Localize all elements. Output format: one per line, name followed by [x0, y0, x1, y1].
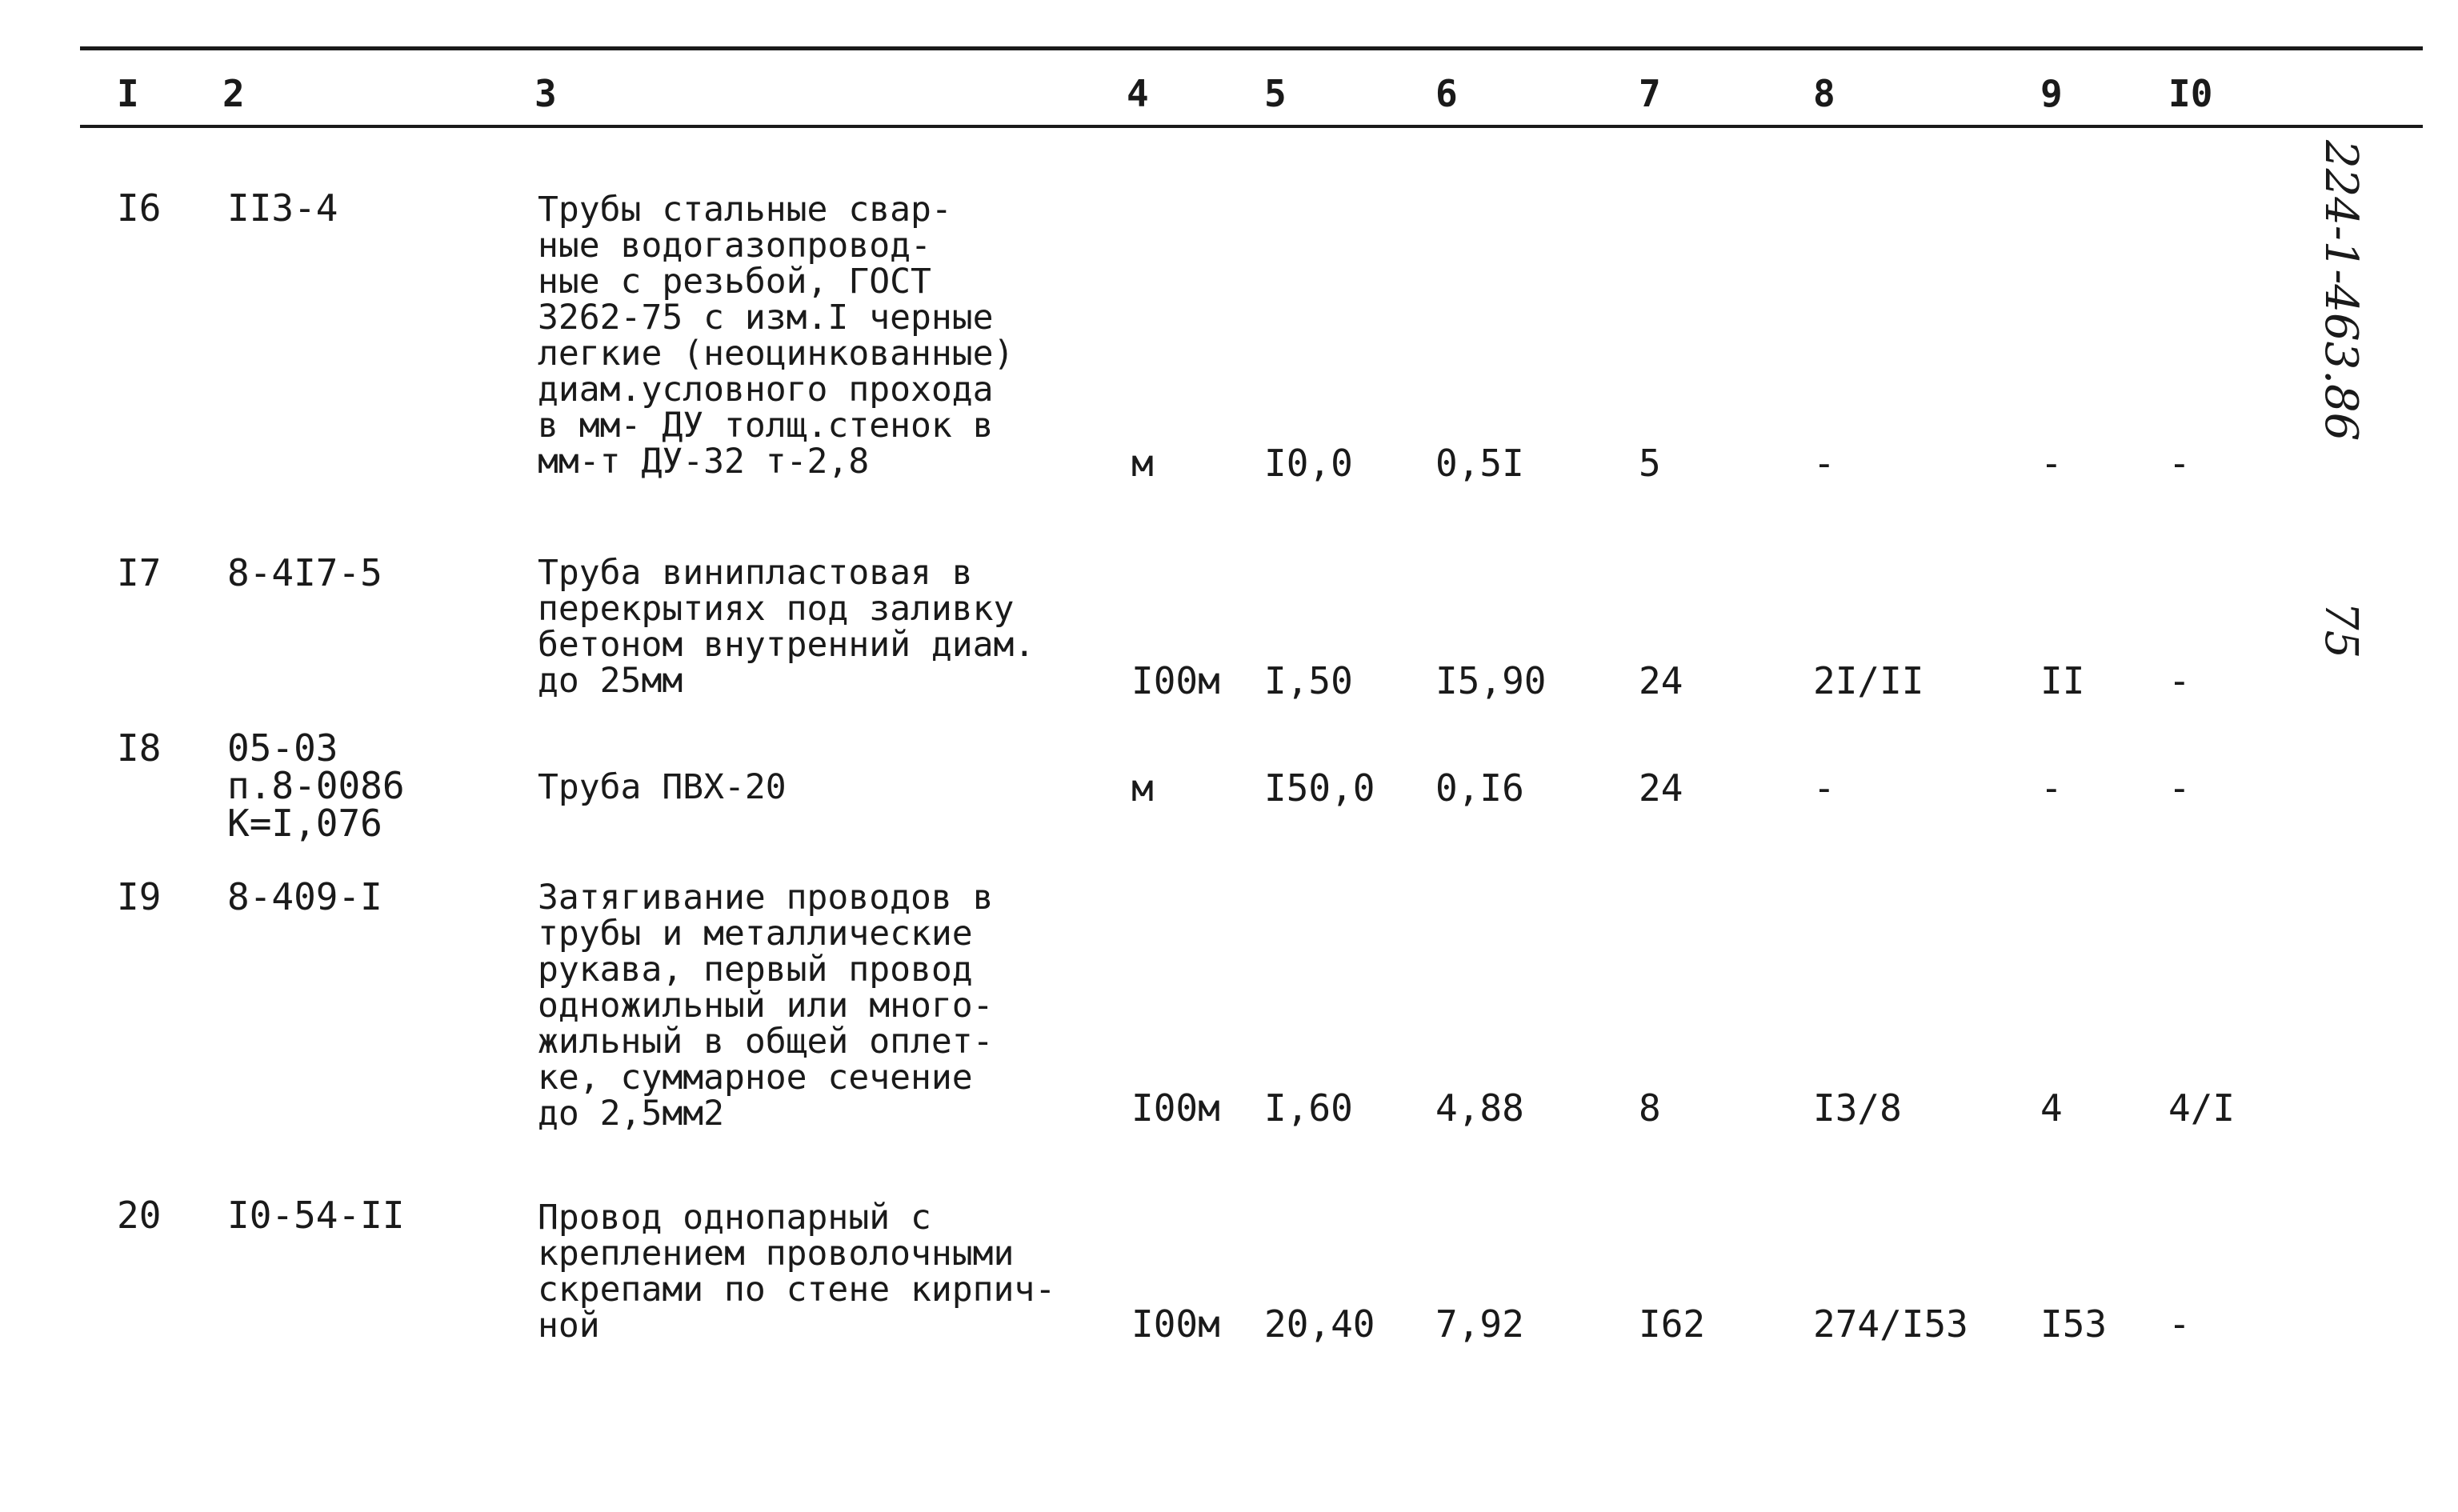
- cell-col-10: -: [2168, 1302, 2191, 1346]
- side-page-number: 75: [2315, 602, 2367, 659]
- cell-row-number: I9: [117, 875, 162, 918]
- header-col-6: 6: [1435, 72, 1458, 115]
- cell-col-10: -: [2168, 659, 2191, 702]
- cell-col-7: 24: [1639, 659, 1683, 702]
- cell-col-5: I0,0: [1264, 442, 1353, 485]
- cell-col-8: I3/8: [1813, 1086, 1902, 1130]
- header-col-7: 7: [1639, 72, 1661, 115]
- header-col-3: 3: [534, 72, 557, 115]
- cell-col-8: 274/I53: [1813, 1302, 1968, 1346]
- header-col-10: I0: [2168, 72, 2213, 115]
- cell-col-9: II: [2040, 659, 2085, 702]
- cell-unit: м: [1131, 766, 1154, 810]
- cell-col-7: 5: [1639, 442, 1661, 485]
- side-doc-number: 224-1-463.86: [2315, 140, 2367, 442]
- cell-row-number: I8: [117, 726, 162, 770]
- cell-col-7: 24: [1639, 766, 1683, 810]
- cell-code: 05-03 п.8-0086 К=I,076: [227, 726, 405, 845]
- cell-description: Провод однопарный с креплением проволочными скрепами по стене кирпич- ной: [538, 1198, 1056, 1346]
- cell-col-6: 4,88: [1435, 1086, 1524, 1130]
- cell-col-5: I,60: [1264, 1086, 1353, 1130]
- header-col-9: 9: [2040, 72, 2063, 115]
- cell-col-5: I50,0: [1264, 766, 1375, 810]
- cell-description: Труба ПВХ-20: [538, 767, 787, 807]
- cell-code: II3-4: [227, 186, 338, 230]
- cell-col-7: I62: [1639, 1302, 1706, 1346]
- cell-description: Труба винипластовая в перекрытиях под заливку бетоном внутренний диам. до 25мм: [538, 553, 1035, 701]
- cell-col-6: 0,I6: [1435, 766, 1524, 810]
- header-col-8: 8: [1813, 72, 1835, 115]
- header-bottom-rule: [80, 125, 2423, 128]
- cell-col-6: I5,90: [1435, 659, 1547, 702]
- cell-col-9: -: [2040, 766, 2063, 810]
- cell-col-10: 4/I: [2168, 1086, 2236, 1130]
- header-col-1: I: [117, 72, 139, 115]
- header-top-rule: [80, 46, 2423, 50]
- cell-col-8: -: [1813, 766, 1835, 810]
- header-col-5: 5: [1264, 72, 1287, 115]
- cell-unit: I00м: [1131, 659, 1220, 702]
- cell-description: Трубы стальные свар- ные водогазопровод- ные с резьбой, ГОСТ 3262-75 с изм.I черные легкие (неоцинкованные) диам.условного прохода в мм- ДУ толщ.стенок в мм-т ДУ-32 т-2,8: [538, 190, 1015, 482]
- cell-col-5: I,50: [1264, 659, 1353, 702]
- cell-description: Затягивание проводов в трубы и металлические рукава, первый провод одножильный или много- жильный в общей оплет- ке, суммарное сечение до 2,5мм2: [538, 878, 994, 1134]
- cell-col-9: -: [2040, 442, 2063, 485]
- cell-unit: I00м: [1131, 1302, 1220, 1346]
- cell-col-10: -: [2168, 766, 2191, 810]
- cell-col-5: 20,40: [1264, 1302, 1375, 1346]
- cell-col-9: 4: [2040, 1086, 2063, 1130]
- cell-row-number: 20: [117, 1194, 162, 1237]
- cell-col-9: I53: [2040, 1302, 2108, 1346]
- cell-col-6: 7,92: [1435, 1302, 1524, 1346]
- cell-col-6: 0,5I: [1435, 442, 1524, 485]
- cell-code: 8-4I7-5: [227, 551, 382, 594]
- cell-row-number: I7: [117, 551, 162, 594]
- cell-row-number: I6: [117, 186, 162, 230]
- header-col-4: 4: [1127, 72, 1149, 115]
- cell-code: I0-54-II: [227, 1194, 405, 1237]
- cell-col-8: -: [1813, 442, 1835, 485]
- cell-code: 8-409-I: [227, 875, 382, 918]
- cell-unit: м: [1131, 442, 1154, 485]
- cell-col-8: 2I/II: [1813, 659, 1924, 702]
- cell-col-7: 8: [1639, 1086, 1661, 1130]
- header-col-2: 2: [222, 72, 245, 115]
- cell-col-10: -: [2168, 442, 2191, 485]
- cell-unit: I00м: [1131, 1086, 1220, 1130]
